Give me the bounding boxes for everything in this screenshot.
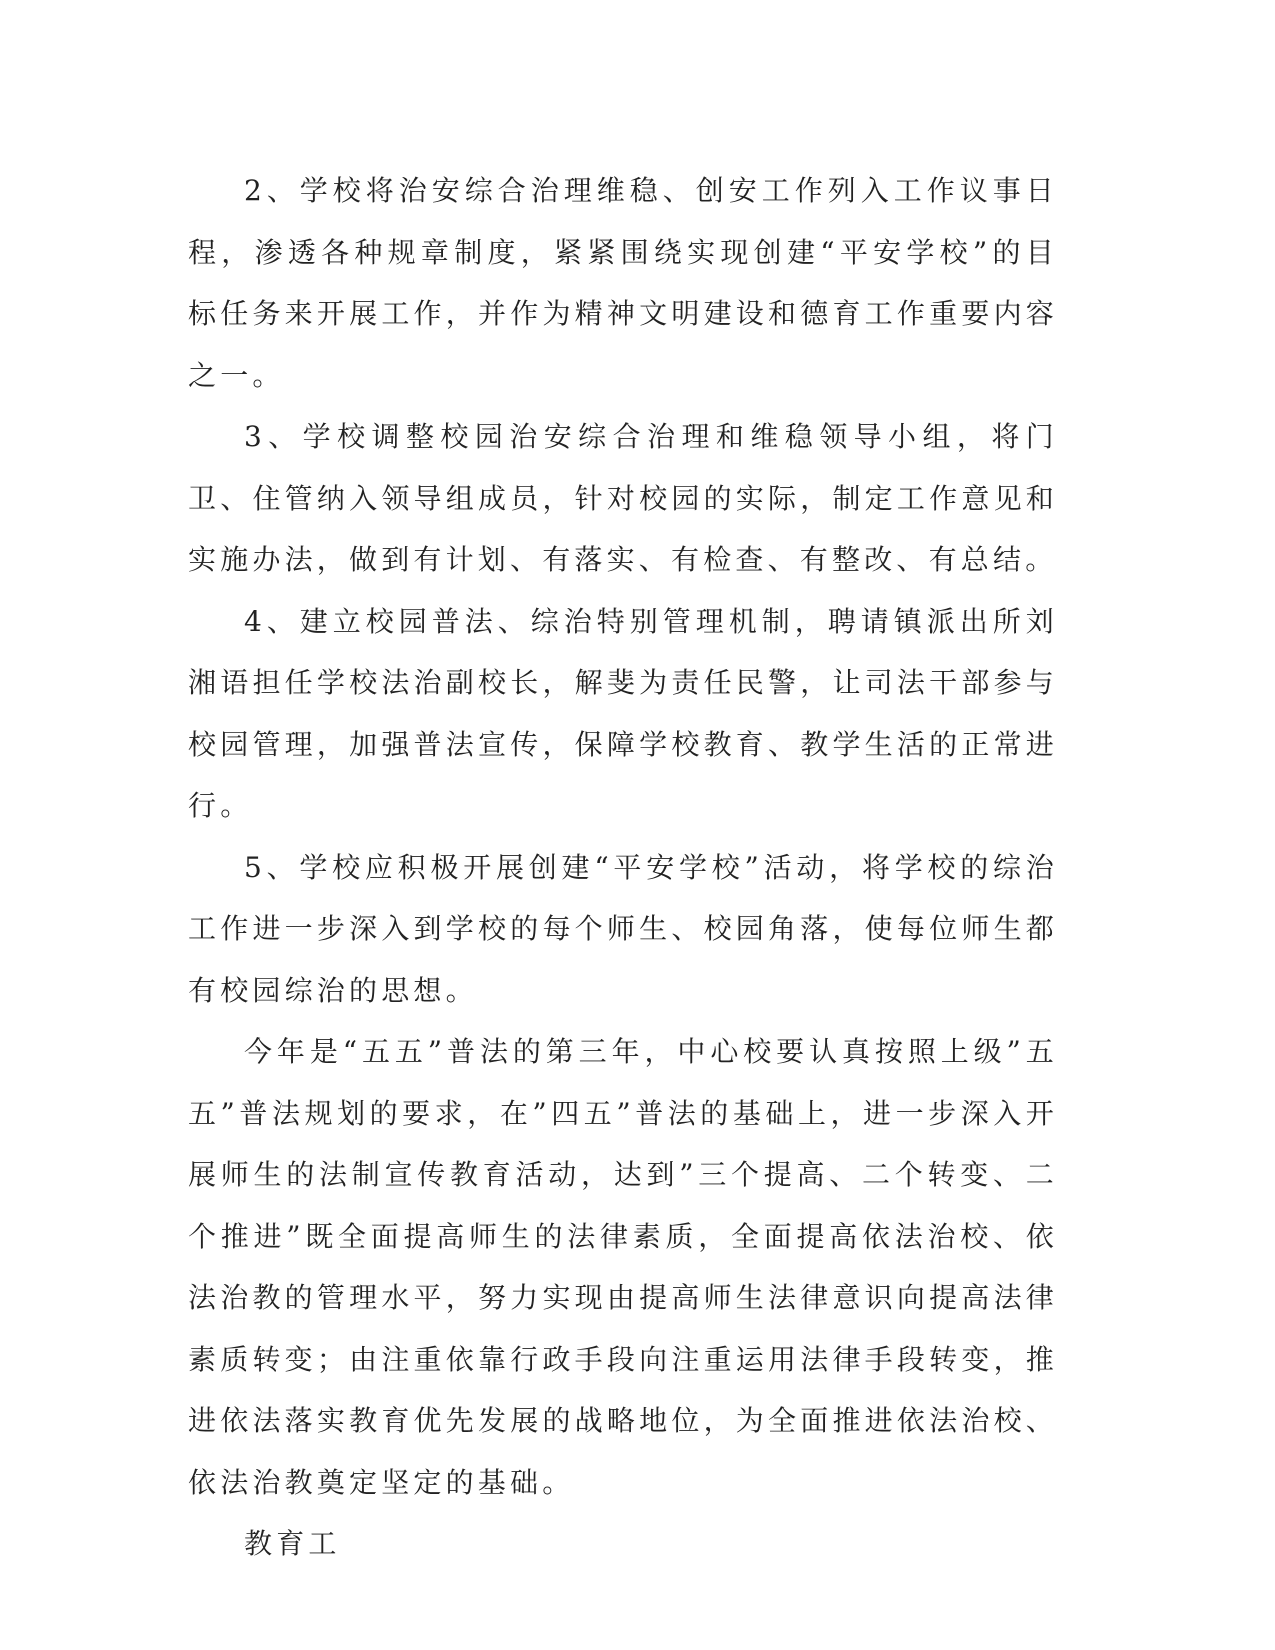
paragraph-item-4: 4、建立校园普法、综治特别管理机制，聘请镇派出所刘湘语担任学校法治副校长，解斐为责任民警，让司法干部参与校园管理，加强普法宣传，保障学校教育、教学生活的正常进行。 <box>188 604 1058 822</box>
paragraph-annual-plan: 今年是“五五”普法的第三年，中心校要认真按照上级”五五”普法规划的要求，在”四五”普法的基础上，进一步深入开展师生的法制宣传教育活动，达到”三个提高、二个转变、二个推进”既全面提高师生的法律素质，全面提高依法治校、依法治教的管理水平，努力实现由提高师生法律意识向提高法律素质转变；由注重依靠行政手段向注重运用法律手段转变，推进依法落实教育优先发展的战略地位，为全面推进依法治校、依法治教奠定坚定的基础。 <box>188 1035 1058 1499</box>
paragraph-item-2: 2、学校将治安综合治理维稳、创安工作列入工作议事日程，渗透各种规章制度，紧紧围绕实现创建“平安学校”的目标任务来开展工作，并作为精神文明建设和德育工作重要内容之一。 <box>188 174 1058 392</box>
paragraph-item-3: 3、学校调整校园治安综合治理和维稳领导小组，将门卫、住管纳入领导组成员，针对校园的实际，制定工作意见和实施办法，做到有计划、有落实、有检查、有整改、有总结。 <box>188 420 1058 576</box>
paragraph-item-5: 5、学校应积极开展创建“平安学校”活动，将学校的综治工作进一步深入到学校的每个师生、校园角落，使每位师生都有校园综治的思想。 <box>188 850 1058 1007</box>
document-body <box>188 160 1058 1575</box>
paragraph-trailing-fragment: 教育工 <box>244 1527 341 1560</box>
